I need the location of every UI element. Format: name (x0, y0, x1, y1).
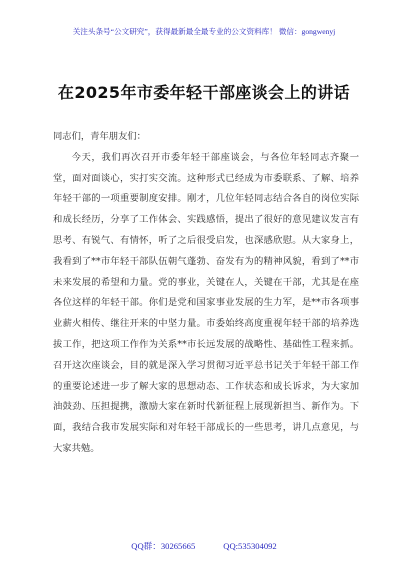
document-title: 在2025年市委年轻干部座谈会上的讲话 (57, 83, 351, 102)
document-body (53, 127, 359, 460)
promo-header: 关注头条号“公文研究”，获得最新最全最专业的公文资料库！ 微信：gongwenyj (72, 27, 336, 36)
contact-footer (0, 540, 408, 552)
body-paragraph: 今天，我们再次召开市委年轻干部座谈会，与各位年轻同志齐聚一堂，面对面谈心，实打实交流。这种形式已经成为市委联系、了解、培养年轻干部的一项重要制度安排。刚才，几位年轻同志结合各自的岗位实际和成长经历，分享了工作体会、实践感悟，提出了很好的意见建议发言有思考、有锐气、有情怀，听了之后很受启发，也深感欣慰。从大家身上，我看到了**市年轻干部队伍朝气蓬勃、奋发有为的精神风貌，看到了**市未来发展的希望和力量。党的事业，关键在人，关键在干部，尤其是在座各位这样的年轻干部。你们是党和国家事业发展的生力军，是**市各项事业薪火相传、继往开来的中坚力量。市委始终高度重视年轻干部的培养选拔工作，把这项工作作为关系**市长远发展的战略性、基础性工程来抓。召开这次座谈会，目的就是深入学习贯彻习近平总书记关于年轻干部工作的重要论述进一步了解大家的思想动态、工作状态和成长诉求，为大家加油鼓劲、压担提携，激励大家在新时代新征程上展现新担当、新作为。下面，我结合我市发展实际和对年轻干部成长的一些思考，讲几点意见，与大家共勉。 (53, 151, 359, 454)
salutation: 同志们，青年朋友们： (53, 131, 146, 142)
qq-number: QQ:535304092 (223, 541, 277, 551)
qq-group-number: QQ群：30265665 (131, 541, 196, 551)
